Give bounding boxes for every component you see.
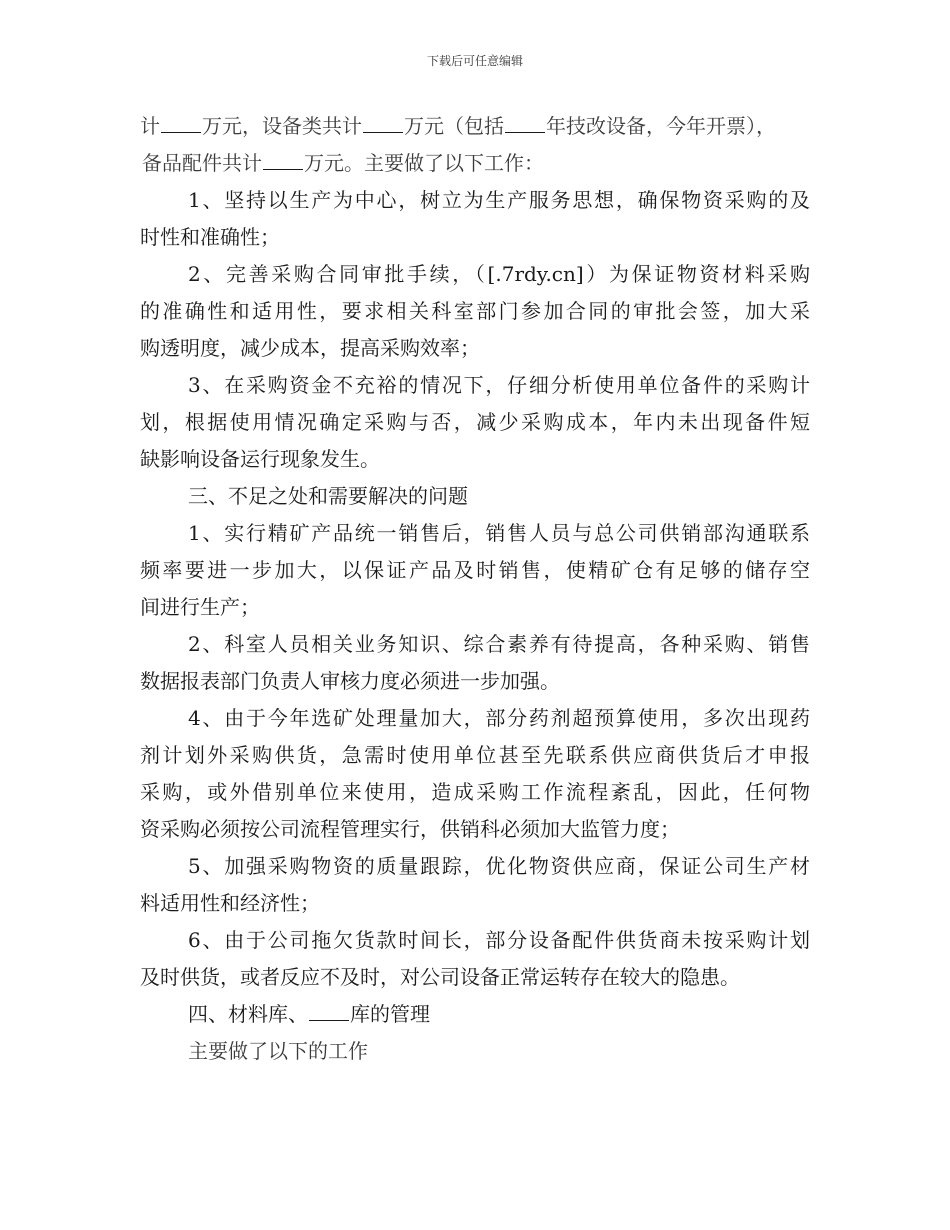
paragraph-3-line-3: 缺影响设备运行现象发生。 xyxy=(140,447,380,471)
fill-blank xyxy=(263,149,303,170)
paragraph-3-line-1: 3、在采购资金不充裕的情况下，仔细分析使用单位备件的采购计 xyxy=(188,373,810,397)
text-segment: 万元，设备类共计 xyxy=(202,114,362,138)
paragraph-7-line-2: 料适用性和经济性； xyxy=(140,891,320,915)
paragraph-5-line-1: 2、科室人员相关业务知识、综合素养有待提高，各种采购、销售 xyxy=(188,632,810,656)
document-body xyxy=(140,108,810,1070)
paragraph-4-line-1: 1、实行精矿产品统一销售后，销售人员与总公司供销部沟通联系 xyxy=(188,521,810,545)
paragraph-6-line-4: 资采购必须按公司流程管理实行，供销科必须加大监管力度； xyxy=(140,817,680,841)
text-segment: 库的管理 xyxy=(350,1002,430,1026)
paragraph-4-line-3: 间进行生产； xyxy=(140,595,260,619)
paragraph-5-line-2: 数据报表部门负责人审核力度必须进一步加强。 xyxy=(140,669,560,693)
section-heading-3: 三、不足之处和需要解决的问题 xyxy=(188,484,468,508)
body-line-1 xyxy=(140,108,810,145)
fill-blank xyxy=(363,112,403,133)
paragraph-7-line-1: 5、加强采购物资的质量跟踪，优化物资供应商，保证公司生产材 xyxy=(188,854,810,878)
paragraph-6-line-2: 剂计划外采购供货，急需时使用单位甚至先联系供应商供货后才申报 xyxy=(140,743,810,767)
text-segment: 万元。主要做了以下工作： xyxy=(304,151,544,175)
fill-blank xyxy=(161,112,201,133)
paragraph-8-line-2: 及时供货，或者反应不及时，对公司设备正常运转存在较大的隐患。 xyxy=(140,965,740,989)
paragraph-8-line-1: 6、由于公司拖欠货款时间长，部分设备配件供货商未按采购计划 xyxy=(188,928,810,952)
paragraph-6-line-3: 采购，或外借别单位来使用，造成采购工作流程紊乱，因此，任何物 xyxy=(140,780,810,804)
paragraph-2-line-1: 2、完善采购合同审批手续，（[.7rdy.cn]）为保证物资材料采购 xyxy=(188,262,810,286)
text-segment: 计 xyxy=(140,114,160,138)
fill-blank xyxy=(309,1000,349,1021)
paragraph-3-line-2: 划，根据使用情况确定采购与否，减少采购成本，年内未出现备件短 xyxy=(140,410,810,434)
paragraph-6-line-1: 4、由于今年选矿处理量加大，部分药剂超预算使用，多次出现药 xyxy=(188,706,810,730)
text-segment: 备品配件共计 xyxy=(142,151,262,175)
closing-line: 主要做了以下的工作 xyxy=(188,1039,368,1063)
text-segment: 年技改设备，今年开票）， xyxy=(546,114,776,138)
paragraph-1-line-2: 时性和准确性； xyxy=(140,225,280,249)
page-header: 下载后可任意编辑 xyxy=(426,54,523,68)
paragraph-1-line-1: 1、坚持以生产为中心，树立为生产服务思想，确保物资采购的及 xyxy=(188,188,810,212)
body-line-2 xyxy=(140,145,810,182)
paragraph-2-line-3: 购透明度，减少成本，提高采购效率； xyxy=(140,336,480,360)
paragraph-4-line-2: 频率要进一步加大，以保证产品及时销售，使精矿仓有足够的储存空 xyxy=(140,558,810,582)
text-segment: 四、材料库、 xyxy=(188,1002,308,1026)
fill-blank xyxy=(505,112,545,133)
text-segment: 万元（包括 xyxy=(404,114,504,138)
section-heading-4 xyxy=(140,996,810,1033)
paragraph-2-line-2: 的准确性和适用性，要求相关科室部门参加合同的审批会签，加大采 xyxy=(140,299,810,323)
